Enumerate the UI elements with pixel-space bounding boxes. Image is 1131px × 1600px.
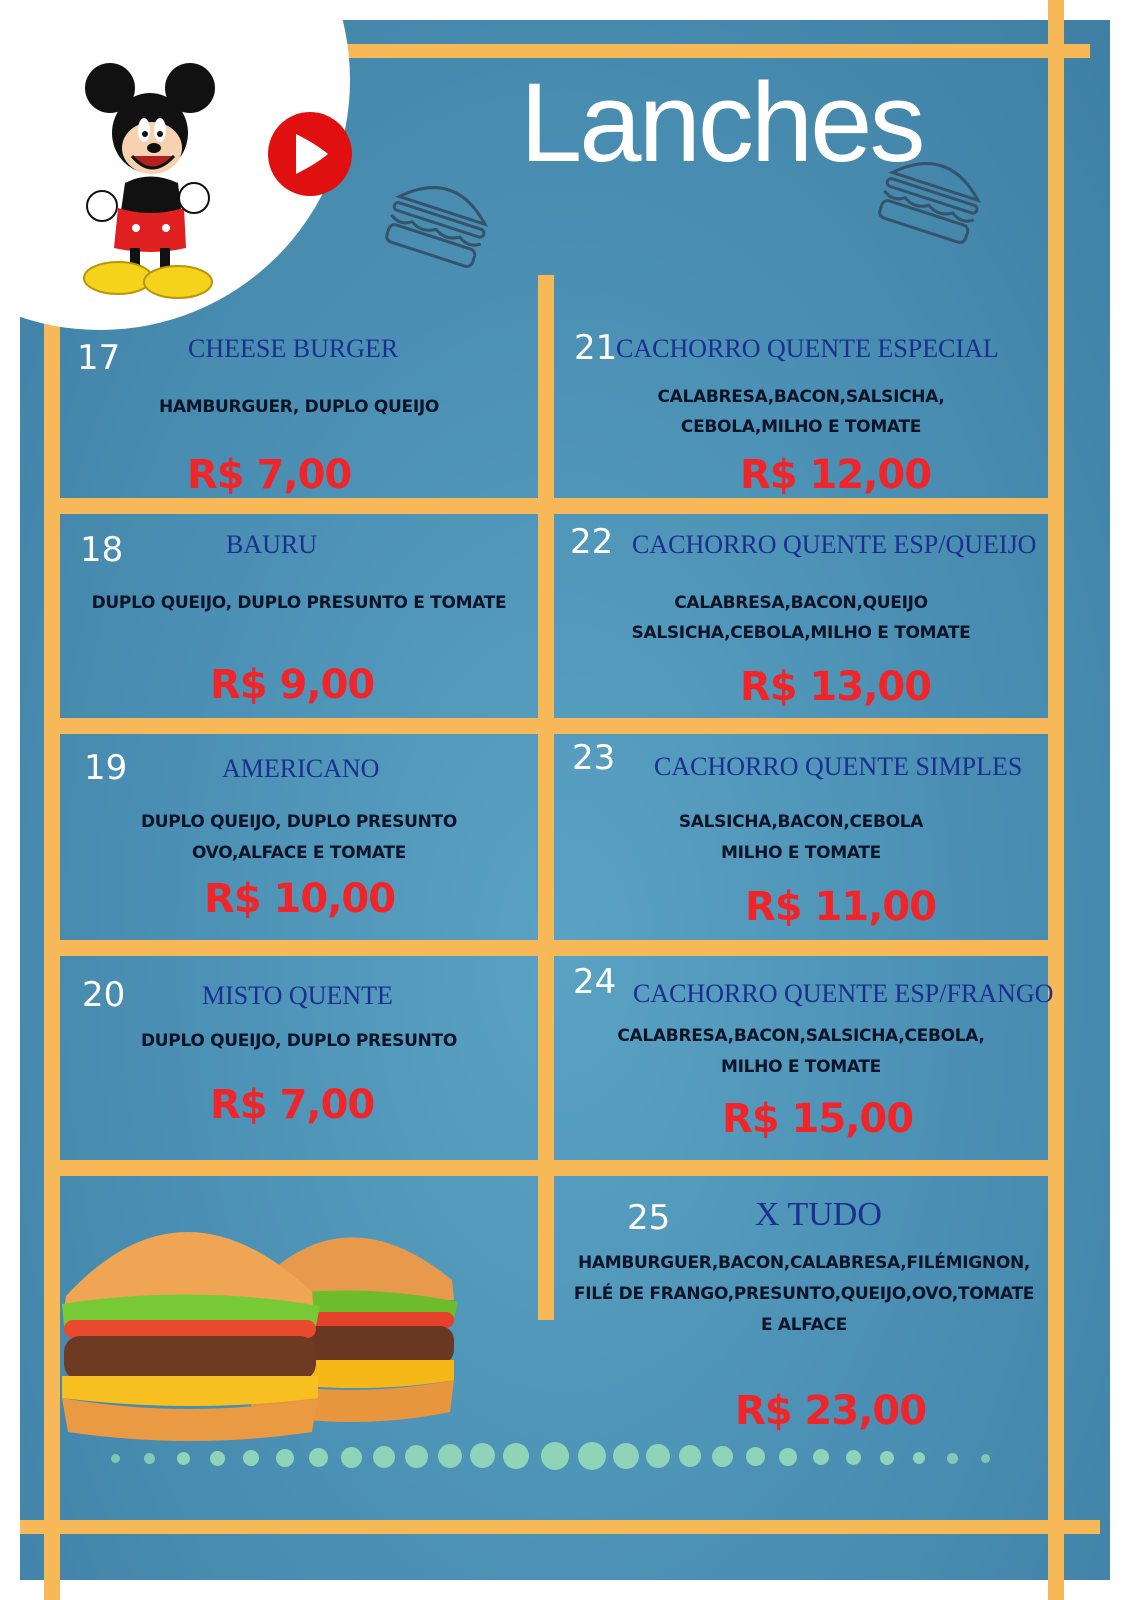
item-description: OVO,ALFACE E TOMATE [191,843,407,863]
item-description: CEBOLA,MILHO E TOMATE [680,417,922,437]
item-name: CACHORRO QUENTE ESP/QUEIJO [632,530,1037,559]
frame-bottom-bar [20,1520,1100,1534]
item-description: DUPLO QUEIJO, DUPLO PRESUNTO [140,812,457,832]
item-price: R$ 7,00 [187,452,352,498]
item-price: R$ 10,00 [204,876,396,922]
item-number: 22 [570,522,614,562]
item-number: 18 [80,530,124,570]
item-description: CALABRESA,BACON,SALSICHA,CEBOLA, [617,1026,985,1046]
burger-photo-icon [62,1200,462,1445]
item-price: R$ 13,00 [740,664,932,710]
item-description: SALSICHA,BACON,CEBOLA [678,812,924,832]
item-description: DUPLO QUEIJO, DUPLO PRESUNTO E TOMATE [91,593,507,613]
item-description: HAMBURGUER, DUPLO QUEIJO [158,397,440,417]
frame-right-bar [1048,0,1064,1600]
item-description: CALABRESA,BACON,QUEIJO [674,593,928,613]
row-divider-3 [60,940,1050,956]
item-name: X TUDO [755,1196,882,1233]
mickey-mouse-icon [70,58,230,308]
item-name: BAURU [226,530,318,559]
row-divider-4 [60,1160,1050,1176]
play-icon[interactable] [266,110,354,198]
item-number: 19 [84,748,128,788]
item-price: R$ 11,00 [745,884,937,930]
item-number: 24 [573,962,617,1002]
item-number: 17 [77,338,121,378]
item-number: 21 [574,328,618,368]
item-number: 20 [82,975,126,1015]
item-number: 23 [572,738,616,778]
item-description: HAMBURGUER,BACON,CALABRESA,FILÉMIGNON, [577,1253,1031,1273]
item-price: R$ 7,00 [210,1082,375,1128]
item-description: E ALFACE [760,1315,848,1335]
item-description: MILHO E TOMATE [720,1057,881,1077]
item-description: FILÉ DE FRANGO,PRESUNTO,QUEIJO,OVO,TOMATE [573,1284,1035,1304]
item-description: DUPLO QUEIJO, DUPLO PRESUNTO [140,1031,457,1051]
item-description: CALABRESA,BACON,SALSICHA, [657,387,945,407]
item-name: CHEESE BURGER [188,334,399,363]
page-title: Lanches [520,60,923,185]
item-price: R$ 15,00 [722,1096,914,1142]
item-name: AMERICANO [222,754,380,783]
item-name: CACHORRO QUENTE ESPECIAL [616,334,999,363]
item-price: R$ 23,00 [735,1388,927,1434]
item-description: SALSICHA,CEBOLA,MILHO E TOMATE [631,623,971,643]
item-description: MILHO E TOMATE [720,843,881,863]
item-price: R$ 9,00 [210,662,375,708]
row-divider-1 [60,498,1050,514]
item-name: CACHORRO QUENTE ESP/FRANGO [633,979,1054,1008]
frame-top-bar [290,44,1090,58]
row-divider-2 [60,718,1050,734]
frame-left-bar [44,290,60,1600]
item-name: CACHORRO QUENTE SIMPLES [654,752,1023,781]
item-price: R$ 12,00 [740,452,932,498]
item-name: MISTO QUENTE [202,981,393,1010]
item-number: 25 [627,1198,671,1238]
